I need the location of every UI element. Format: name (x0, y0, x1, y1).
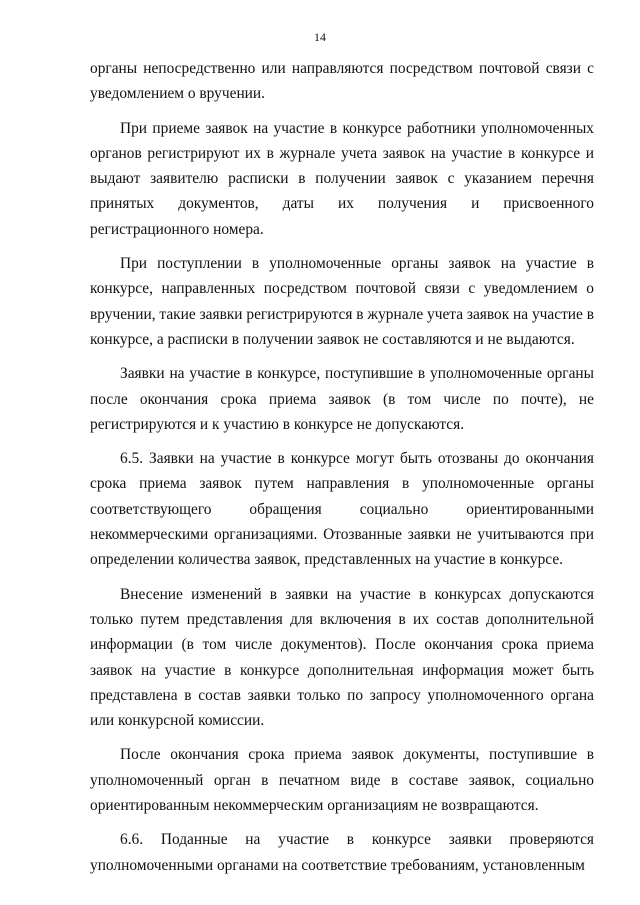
paragraph-postal-receipt: При поступлении в уполномоченные органы заявок на участие в конкурсе, направленных посредством почтовой связи с уведомлением о вручении, такие заявки регистрируются в журнале учета заявок на участие в конкурсе, а расписки в получении заявок не составляются и не выдаются. (90, 255, 594, 348)
paragraph-documents-not-returned: После окончания срока приема заявок документы, поступившие в уполномоченный орган в печатном виде в составе заявок, социально ориентированным некоммерческим организациям не возвращаются. (90, 746, 594, 815)
paragraph-late-applications: Заявки на участие в конкурсе, поступившие в уполномоченные органы после окончания срока приема заявок (в том числе по почте), не регистрируются и к участию в конкурсе не допускаются. (90, 365, 594, 433)
page-number: 14 (314, 30, 326, 44)
paragraph-continuation: органы непосредственно или направляются посредством почтовой связи с уведомлением о вручении. (90, 60, 594, 103)
paragraph-section-6-6: 6.6. Поданные на участие в конкурсе заявки проверяются уполномоченными органами на соответствие требованиям, установленным (90, 831, 594, 874)
paragraph-section-6-5: 6.5. Заявки на участие в конкурсе могут быть отозваны до окончания срока приема заявок путем направления в уполномоченные органы соответствующего обращения социально ориентированными некоммерческими организациями. Отозванные заявки не учитываются при определении количества заявок, представленных на участие в конкурсе. (90, 450, 594, 569)
paragraph-amendments: Внесение изменений в заявки на участие в конкурсах допускаются только путем представления для включения в их состав дополнительной информации (в том числе документов). После окончания срока приема заявок на участие в конкурсе дополнительная информация может быть представлена в состав заявки только по запросу уполномоченного органа или конкурсной комиссии. (90, 585, 594, 730)
paragraph-registration: При приеме заявок на участие в конкурсе работники уполномоченных органов регистрируют их в журнале учета заявок на участие в конкурсе и выдают заявителю расписки в получении заявок с указанием перечня принятых документов, даты их получения и присвоенного регистрационного номера. (90, 119, 594, 238)
document-body (90, 56, 594, 887)
